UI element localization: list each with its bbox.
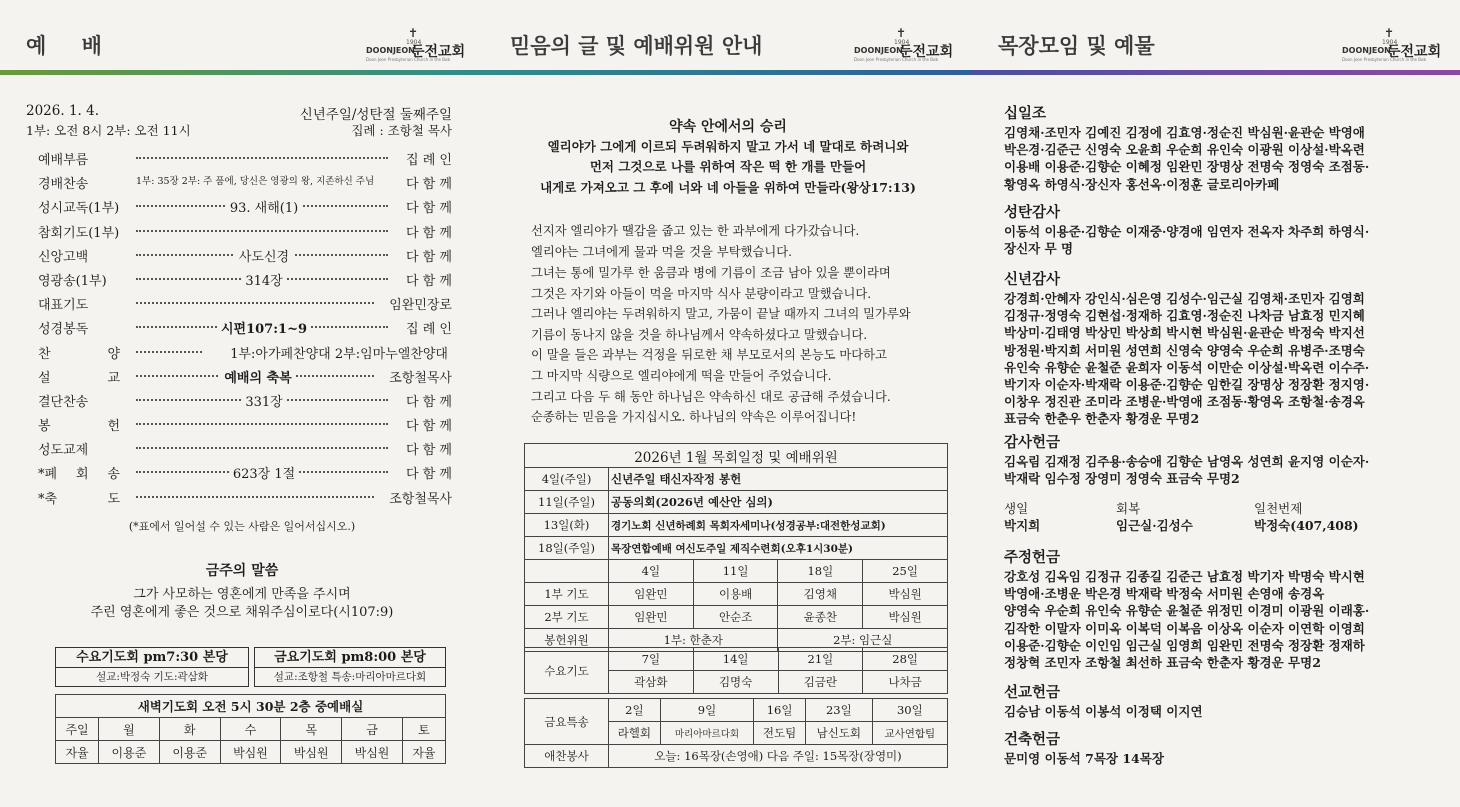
- dawn-prayer-table: 새벽기도회 오전 5시 30분 2층 중예배실 주일 월 화 수 목 금 토 자율 이용준 이용준 박심원 박심원 박심원 자율: [55, 694, 446, 764]
- order-row: 예배부름 집 례 인: [38, 146, 452, 170]
- service-times: 1부: 오전 8시 2부: 오전 11시: [26, 123, 191, 138]
- order-row: 설 교 예배의 축복 조항철목사: [38, 364, 452, 388]
- birthday-section: 생일 박지희: [1004, 501, 1041, 534]
- order-row: 대표기도 임완민장로: [38, 291, 452, 315]
- offerings-header-title: 목장모임 및 예물: [998, 34, 1155, 58]
- cross-icon: ✝: [896, 26, 907, 40]
- order-row: 성시교독(1부) 93. 새해(1) 다 함 께: [38, 194, 452, 218]
- building-offering-section: 건축헌금 문미영 이동석 7목장 14목장: [1004, 731, 1164, 766]
- fri-special-schedule: 금요특송 2일 9일 16일 23일 30일 라헬회 마리아마르다회 전도팀 남신도회 교사연합팀 애찬봉사 오늘: 16목장(손영애) 다음 주일: 15목장(장영미): [524, 698, 948, 768]
- order-row: 신앙고백 사도신경 다 함 께: [38, 243, 452, 267]
- header-color-bar: [972, 70, 1460, 75]
- devotion-intro-line: 엘리야가 그에게 이르되 두려워하지 말고 가서 네 말대로 하려니와: [547, 139, 909, 154]
- weekly-word-line2: 주린 영혼에게 좋은 것으로 채워주심이로다(시107:9): [90, 605, 394, 620]
- order-row: *폐 회 송 623장 1절 다 함 께: [38, 460, 452, 484]
- wed-prayer-box: 수요기도회 pm7:30 본당 설교:박정숙 기도:곽삼화: [55, 647, 249, 687]
- newyear-thanks-section: 신년감사 강경희·안혜자 강인식·심은영 김성수·임근실 김영채·조민자 김영희 김정규·정영숙 김현섭·정재하 김효영·정순진 나차금 남효정 민지혜 박상미·김태영 박상민 박상희 박시현 박심원·윤관순 박정숙 박지선 방정원·박지희 서미원 성연희 신영숙 양영숙 우순희 유병주·조명숙 유인숙 유향순 윤철준 윤희자 이동석 이만순 이상설·박옥련 이수주· 박기자 이순자·박재락 이용준·김향순 임한길 장명상 정장환 정지영· 이창우 정진관 조미라 조병운·박영애 조점동·황영옥 조항철·송경옥 표금숙 한춘우 한춘자 황경운 무명2: [1004, 271, 1370, 427]
- devotion-body-line: 그 마지막 식량으로 엘리야에게 떡을 만들어 주었습니다.: [531, 369, 832, 383]
- order-row: 찬 양 1부:아가페찬양대 2부:임마누엘찬양대: [38, 340, 452, 364]
- schedule-table: 2026년 1월 목회일정 및 예배위원 4일(주일) 신년주일 태신자작정 봉헌 11일(주일) 공동의회(2026년 예산안 심의) 13일(화) 경기노회 신년하례회 목회자세미나(성경공부:대전한성교회) 18일(주일) 목장연합예배 여신도주일 제직수련회(오후1시30분) 4일 11일 18일 25일 1부 기도 임완민 이용배 김영채 박심원 2부 기도 임완민 안순조 윤종찬 박심원 봉헌위원 1부: 한춘자 2부: 임근실: [524, 443, 948, 652]
- cross-icon: ✝: [1384, 26, 1395, 40]
- order-row: 성도교제 다 함 께: [38, 436, 452, 460]
- order-row: 경배찬송 1부: 35장 2부: 주 품에, 당신은 영광의 왕, 지존하신 주님 다 함 께: [38, 170, 452, 194]
- christmas-thanks-section: 성탄감사 이동석 이용준·김향순 이재중·양경애 임연자 전옥자 차주희 하영식· 장신자 무 명: [1004, 204, 1370, 257]
- church-logo: ✝ 1904 DOONJEON 둔전교회 Doon Jeon Presbyterian Church in the Bob: [1342, 26, 1442, 62]
- devotion-body-line: 기름이 동나지 않을 것을 하나님께서 약속하셨다고 말했습니다.: [531, 328, 868, 342]
- devotion-body-line: 그녀는 통에 밀가루 한 움큼과 병에 기름이 조금 남아 있을 뿐이라며: [531, 266, 891, 280]
- order-row: 결단찬송 331장 다 함 께: [38, 388, 452, 412]
- devotion-body-line: 그리고 다음 두 해 동안 하나님은 약속하신 대로 공급해 주셨습니다.: [531, 390, 891, 404]
- offerings-header: [972, 0, 1460, 74]
- devotion-title: 약속 안에서의 승리: [669, 119, 787, 135]
- fri-prayer-box: 금요기도회 pm8:00 본당 설교:조항철 특송:마리아마르다회: [254, 647, 446, 687]
- devotion-body-line: 그러나 엘리야는 두려워하지 말고, 가뭄이 끝날 때까지 그녀의 밀가루와: [531, 307, 911, 321]
- worship-title: 예 배: [26, 34, 116, 58]
- devotion-header-title: 믿음의 글 및 예배위원 안내: [510, 34, 763, 58]
- devotion-body-line: 그것은 자기와 아들이 먹을 마지막 식사 분량이라고 말했습니다.: [531, 287, 872, 301]
- devotion-body-line: 엘리야는 그녀에게 물과 먹을 것을 부탁했습니다.: [531, 245, 793, 259]
- offerings-column: [972, 0, 1460, 807]
- weekly-word-title: 금주의 말씀: [205, 563, 279, 579]
- cross-icon: ✝: [408, 26, 419, 40]
- devotion-body-line: 순종하는 믿음을 가지십시오. 하나님의 약속은 이루어집니다!: [531, 410, 857, 424]
- devotion-intro-line: 먼저 그것으로 나를 위하여 작은 떡 한 개를 만들어: [589, 159, 867, 174]
- recovery-section: 회복 임근실·김성수: [1116, 501, 1193, 534]
- header-color-bar: [484, 70, 972, 75]
- thousand-offering-section: 일천번제 박정숙(407,408): [1254, 501, 1359, 534]
- church-logo: ✝ 1904 DOONJEON 둔전교회 Doon Jeon Presbyterian Church in the Bob: [854, 26, 954, 62]
- mission-offering-section: 선교헌금 김승남 이동석 이봉석 이정택 이지연: [1004, 684, 1203, 719]
- devotion-intro-line: 내게로 가져오고 그 후에 너와 네 아들을 위하여 만들라(왕상17:13): [540, 180, 916, 195]
- order-row: 성경봉독 시편107:1~9 집 례 인: [38, 315, 452, 339]
- devotion-body-line: 이 말을 들은 과부는 걱정을 뒤로한 채 부모로서의 본능도 마다하고: [531, 348, 887, 362]
- header-color-bar: [0, 70, 484, 75]
- wed-prayer-schedule: 수요기도 7일 14일 21일 28일 곽삼화 김명숙 김금란 나차금: [524, 647, 948, 694]
- order-row: 영광송(1부) 314장 다 함 께: [38, 267, 452, 291]
- order-row: 참회기도(1부) 다 함 께: [38, 219, 452, 243]
- service-date: 2026. 1. 4.: [26, 103, 99, 119]
- weekly-word-line1: 그가 사모하는 영혼에게 만족을 주시며: [133, 587, 351, 602]
- order-row: *축 도 조항철목사: [38, 485, 452, 509]
- worship-column: [0, 0, 484, 807]
- service-leader: 집례 : 조항철 목사: [351, 123, 452, 138]
- devotion-header: [484, 0, 972, 74]
- service-title: 신년주일/성탄절 둘째주일: [299, 107, 452, 123]
- thanks-offering-section: 감사헌금 김옥림 김재정 김주용·송승애 김향순 남영옥 성연희 윤지영 이순자· 박재락 임수정 장영미 정영숙 표금숙 무명2: [1004, 434, 1370, 487]
- order-of-worship: [38, 146, 452, 509]
- devotion-column: [484, 0, 972, 807]
- devotion-body-line: 선지자 엘리야가 땔감을 줍고 있는 한 과부에게 다가갔습니다.: [531, 224, 860, 238]
- weekly-offering-section: 주정헌금 강호성 김옥임 김정규 김종길 김준근 남효정 박기자 박명숙 박시현 박영애·조병운 박은경 박재락 박정숙 서미원 손영애 송경옥 양영숙 우순희 유인숙 유향순 윤철준 위정민 이경미 이광원 이래홍· 김작한 이말자 이미옥 이복덕 이복음 이상옥 이순자 이연학 이영희 이용준·김향순 이인임 임근실 임영희 임완민 전명숙 정장환 정재하 정창혁 조민자 조항철 최선하 표금숙 한춘자 황경운 무명2: [1004, 549, 1370, 671]
- stand-note: (*표에서 일어설 수 있는 사람은 일어서십시오.): [128, 520, 356, 533]
- church-logo: ✝ 1904 DOONJEON 둔전교회 Doon Jeon Presbyterian Church in the Bob: [366, 26, 466, 62]
- order-row: 봉 헌 다 함 께: [38, 412, 452, 436]
- tithe-section: 십일조 김영채·조민자 김예진 김정에 김효영·정순진 박심원·윤관순 박영애 박은경·김준근 신영숙 오윤희 우순희 유인숙 이광원 이상설·박옥련 이용배 이용준·김향순 이혜정 임완민 장명상 전명숙 정영숙 조점동· 황영옥 하영식·장신자 홍선옥·이정훈 글로리아카페: [1004, 105, 1370, 192]
- worship-header: [0, 0, 484, 74]
